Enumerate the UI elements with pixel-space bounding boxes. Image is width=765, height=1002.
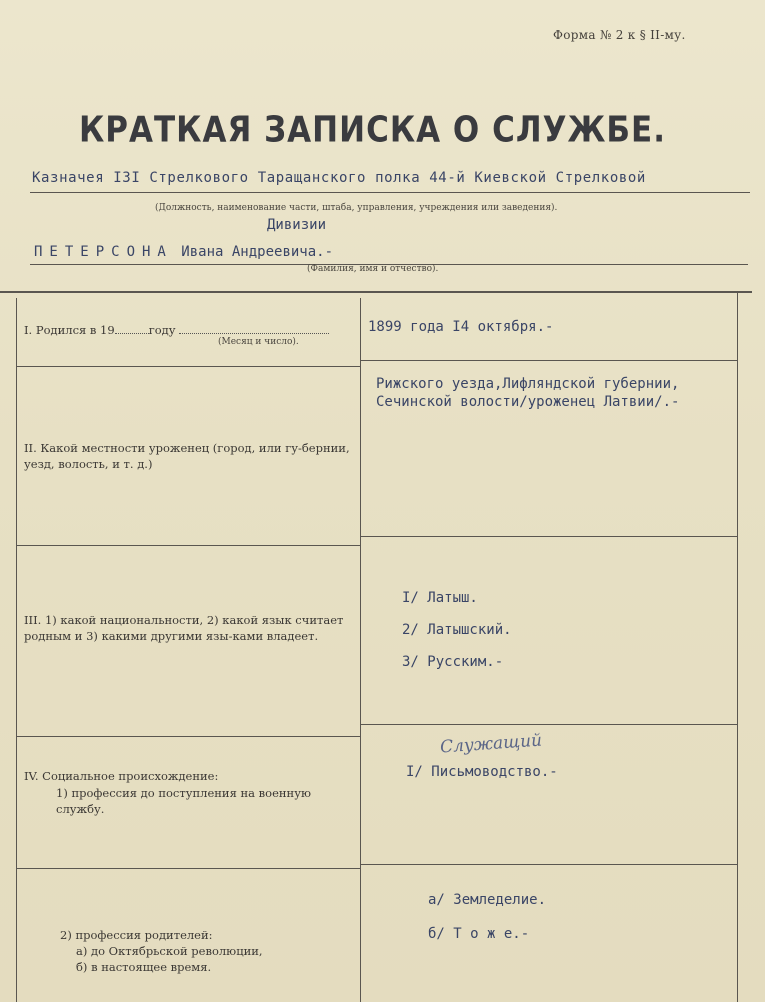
row-5-label-title: 2) профессия родителей: xyxy=(60,928,213,942)
row-1-answer: 1899 года I4 октября.- xyxy=(368,319,554,335)
row-1-label xyxy=(24,322,354,338)
row-1-label-prefix: I. Родился в 19 xyxy=(24,323,115,337)
row-divider-4-right xyxy=(360,864,737,865)
position-typed-text: Казначея I3I Стрелкового Таращанского полка 44-й Киевской Стрелковой xyxy=(32,170,646,186)
row-3-answer-line-3: 3/ Русским.- xyxy=(402,654,504,670)
table-center-divider xyxy=(360,298,361,1002)
row-divider-3-left xyxy=(16,736,360,737)
row-5-label-b: б) в настоящее время. xyxy=(76,960,212,974)
row-3-label: III. 1) какой национальности, 2) какой язык считает родным и 3) какими другими язы-ками владеет. xyxy=(24,613,344,643)
row-4-handwritten-note: Служащий xyxy=(439,730,543,758)
surname-typed: ПЕТЕРСОНА xyxy=(34,244,173,260)
row-4-label-item: 1) профессия до поступления на военную службу. xyxy=(56,786,311,816)
row-5-label-a: а) до Октябрьской революции, xyxy=(76,944,263,958)
position-caption: (Должность, наименование части, штаба, управления, учреждения или заведения). xyxy=(155,203,558,213)
row-divider-2-right xyxy=(360,536,737,537)
row-3-answer-line-2: 2/ Латышский. xyxy=(402,622,512,638)
row-4-answer: I/ Письмоводство.- xyxy=(406,764,558,780)
row-2-label: II. Какой местности уроженец (город, или гу-бернии, уезд, волость, и т. д.) xyxy=(24,441,350,471)
row-1-date-blank xyxy=(179,333,329,334)
row-3-answer-line-1: I/ Латыш. xyxy=(402,590,478,606)
row-2-answer-line-2: Сечинской волости/уроженец Латвии/.- xyxy=(376,394,680,410)
division-typed-text: Дивизии xyxy=(267,217,327,233)
table-right-border xyxy=(737,292,738,1002)
row-1-label-suffix: году xyxy=(148,323,176,337)
row-divider-1-left xyxy=(16,366,360,367)
row-divider-3-right xyxy=(360,724,737,725)
table-left-border xyxy=(16,298,17,1002)
row-4-label-title: IV. Социальное происхождение: xyxy=(24,769,219,783)
table-top-border xyxy=(0,291,752,293)
row-1-year-blank xyxy=(115,333,149,334)
row-1-label-note: (Месяц и число). xyxy=(218,337,299,347)
row-5-answer-a: а/ Земледелие. xyxy=(428,892,547,908)
row-divider-2-left xyxy=(16,545,360,546)
form-number: Форма № 2 к § II-му. xyxy=(553,28,686,42)
row-divider-1-right xyxy=(360,360,737,361)
row-divider-4-left xyxy=(16,868,360,869)
row-5-answer-b: б/ Т о ж е.- xyxy=(428,926,530,942)
row-2-answer-line-1: Рижского уезда,Лифляндской губернии, xyxy=(376,376,680,392)
given-name-typed: Ивана Андреевича.- xyxy=(181,244,334,260)
document-title: КРАТКАЯ ЗАПИСКА О СЛУЖБЕ. xyxy=(78,109,667,151)
name-caption: (Фамилия, имя и отчество). xyxy=(307,264,439,274)
